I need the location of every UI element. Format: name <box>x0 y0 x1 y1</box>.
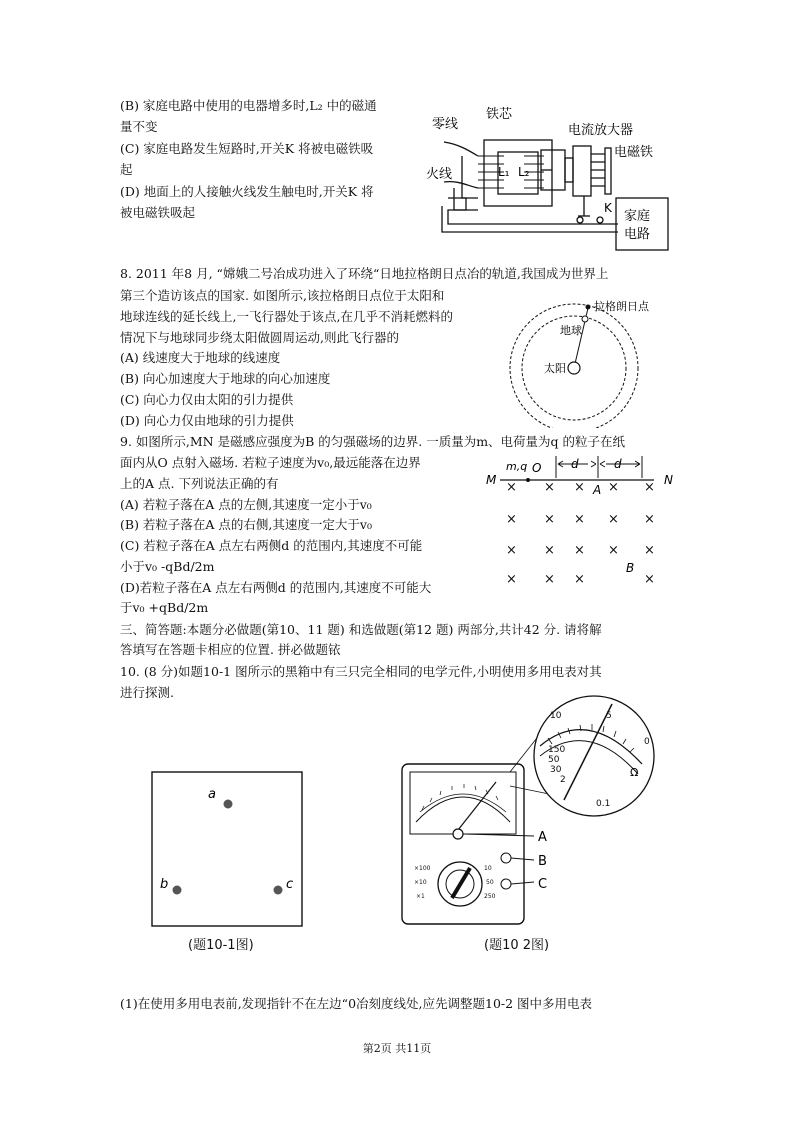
q8-stem-line1: 8. 2011 年8 月, “嫦娥二号冶成功进入了环绕“日地拉格朗日点冶的轨道,我国成为世界上 <box>120 266 609 281</box>
svg-text:×: × <box>506 572 517 587</box>
svg-text:250: 250 <box>484 893 496 900</box>
svg-text:5: 5 <box>606 711 612 721</box>
q9-stem-line3: 上的A 点. 下列说法正确的有 <box>120 476 279 491</box>
svg-text:×: × <box>506 543 517 558</box>
q9-stem-line2: 面内从O 点射入磁场. 若粒子速度为v₀,最远能落在边界 <box>120 455 421 470</box>
section3-line2: 答填写在答题卡相应的位置. 拼必做题铱 <box>120 642 341 657</box>
page-footer: 第2页 共11页 <box>362 1042 432 1055</box>
label-earth: 地球 <box>560 324 582 337</box>
q8-option-b: (B) 向心加速度大于地球的向心加速度 <box>120 371 331 386</box>
q8-option-d: (D) 向心力仅由地球的引力提供 <box>120 413 294 428</box>
svg-text:×: × <box>574 543 585 558</box>
label-current-amplifier: 电流放大器 <box>568 123 634 138</box>
label-home-circuit-2: 电路 <box>624 227 651 242</box>
svg-text:10: 10 <box>550 711 562 721</box>
magnetic-field-diagram <box>484 452 684 592</box>
q10-subquestion-1: (1)在使用多用电表前,发现指针不在左边“0冶刻度线处,应先调整题10-2 图中多用电表 <box>120 996 593 1011</box>
label-o: O <box>532 461 542 475</box>
svg-text:×: × <box>574 480 585 495</box>
label-home-circuit-1: 家庭 <box>624 209 651 224</box>
svg-text:0: 0 <box>644 737 650 747</box>
label-part-b: B <box>538 854 547 869</box>
label-k: K <box>604 201 612 215</box>
q9-option-d-line1: (D)若粒子落在A 点左右两侧d 的范围内,其速度不可能大 <box>120 580 432 595</box>
terminal-b: b <box>160 877 169 892</box>
q7-option-d-line1: (D) 地面上的人接触火线发生触电时,开关K 将 <box>120 184 374 199</box>
svg-text:0.1: 0.1 <box>596 799 611 809</box>
black-box-diagram <box>150 770 306 928</box>
label-l1: L₁ <box>498 165 510 179</box>
svg-text:×: × <box>544 572 555 587</box>
q10-stem-line1: 10. (8 分)如题10-1 图所示的黑箱中有三只完全相同的电学元件,小明使用多用电表对其 <box>120 664 602 679</box>
svg-text:×: × <box>644 543 655 558</box>
q8-stem-line2: 第三个造访该点的国家. 如图所示,该拉格朗日点位于太阳和 <box>120 288 445 303</box>
svg-text:×: × <box>506 480 517 495</box>
lagrange-point-icon <box>586 305 591 310</box>
svg-text:×1: ×1 <box>416 893 425 900</box>
label-part-c: C <box>538 877 548 892</box>
caption-fig-10-2: (题10 2图) <box>484 938 550 953</box>
label-l2: L₂ <box>518 165 530 179</box>
svg-text:30: 30 <box>550 765 562 775</box>
terminal-a: a <box>208 787 216 802</box>
leakage-protector-diagram <box>418 98 680 258</box>
q8-stem-line4: 情况下与地球同步绕太阳做圆周运动,则此飞行器的 <box>120 330 399 345</box>
q9-stem-line1: 9. 如图所示,MN 是磁感应强度为B 的匀强磁场的边界. 一质量为m、电荷量为q 的粒子在纸 <box>120 434 626 449</box>
q9-option-c-line2: 小于v₀ -qBd/2m <box>120 559 215 574</box>
q7-option-d-line2: 被电磁铁吸起 <box>120 205 196 220</box>
svg-text:×: × <box>608 543 619 558</box>
q8-stem-line3: 地球连线的延长线上,一飞行器处于该点,在几乎不消耗燃料的 <box>120 309 453 324</box>
sun-icon <box>568 362 580 374</box>
svg-text:×10: ×10 <box>414 879 427 886</box>
label-b: B <box>626 561 635 575</box>
label-fire-line: 火线 <box>426 167 453 182</box>
terminal-c: c <box>286 877 294 892</box>
q9-option-c-line1: (C) 若粒子落在A 点左右两侧d 的范围内,其速度不可能 <box>120 538 423 553</box>
label-d-right: d <box>614 457 622 471</box>
label-sun: 太阳 <box>544 362 566 375</box>
q10-stem-line2: 进行探测. <box>120 685 174 700</box>
svg-text:×: × <box>574 512 585 527</box>
svg-text:×: × <box>506 512 517 527</box>
svg-text:2: 2 <box>560 775 566 785</box>
q7-option-b-line2: 量不变 <box>120 119 158 134</box>
label-part-a: A <box>538 830 547 845</box>
svg-text:10: 10 <box>484 865 492 872</box>
label-mq: m,q <box>506 460 528 473</box>
label-d-left: d <box>571 457 579 471</box>
svg-text:×: × <box>644 512 655 527</box>
svg-text:×: × <box>608 480 619 495</box>
q9-option-a: (A) 若粒子落在A 点的左侧,其速度一定小于v₀ <box>120 497 372 512</box>
label-iron-core: 铁芯 <box>486 107 513 122</box>
q9-option-b: (B) 若粒子落在A 点的右侧,其速度一定大于v₀ <box>120 517 372 532</box>
label-lagrange-point: 拉格朗日点 <box>594 300 649 313</box>
q7-option-c-line2: 起 <box>120 162 133 177</box>
svg-text:×: × <box>544 480 555 495</box>
svg-text:×: × <box>644 480 655 495</box>
svg-text:150: 150 <box>548 745 566 755</box>
label-a: A <box>593 483 602 497</box>
multimeter-diagram <box>398 694 668 930</box>
svg-text:×: × <box>544 512 555 527</box>
lagrange-orbit-diagram <box>508 288 668 428</box>
q8-option-c: (C) 向心力仅由太阳的引力提供 <box>120 392 294 407</box>
svg-text:50: 50 <box>486 879 494 886</box>
q7-option-b-line1: (B) 家庭电路中使用的电器增多时,L₂ 中的磁通 <box>120 98 377 113</box>
svg-text:×: × <box>608 512 619 527</box>
caption-fig-10-1: (题10-1图) <box>188 938 254 953</box>
svg-text:×: × <box>574 572 585 587</box>
q8-option-a: (A) 线速度大于地球的线速度 <box>120 350 281 365</box>
q7-option-c-line1: (C) 家庭电路发生短路时,开关K 将被电磁铁吸 <box>120 141 374 156</box>
q9-option-d-line2: 于v₀ +qBd/2m <box>120 600 209 615</box>
label-n: N <box>664 473 673 487</box>
label-zero-line: 零线 <box>432 117 459 132</box>
svg-text:×100: ×100 <box>414 865 431 872</box>
label-electromagnet: 电磁铁 <box>614 145 654 160</box>
svg-text:50: 50 <box>548 755 560 765</box>
svg-text:×: × <box>544 543 555 558</box>
svg-text:×: × <box>644 572 655 587</box>
label-m: M <box>486 473 497 487</box>
section3-line1: 三、简答题:本题分必做题(第10、11 题) 和选做题(第12 题) 两部分,共计42 分. 请将解 <box>120 622 602 637</box>
earth-icon <box>582 316 588 322</box>
label-ohm: Ω <box>630 766 639 779</box>
